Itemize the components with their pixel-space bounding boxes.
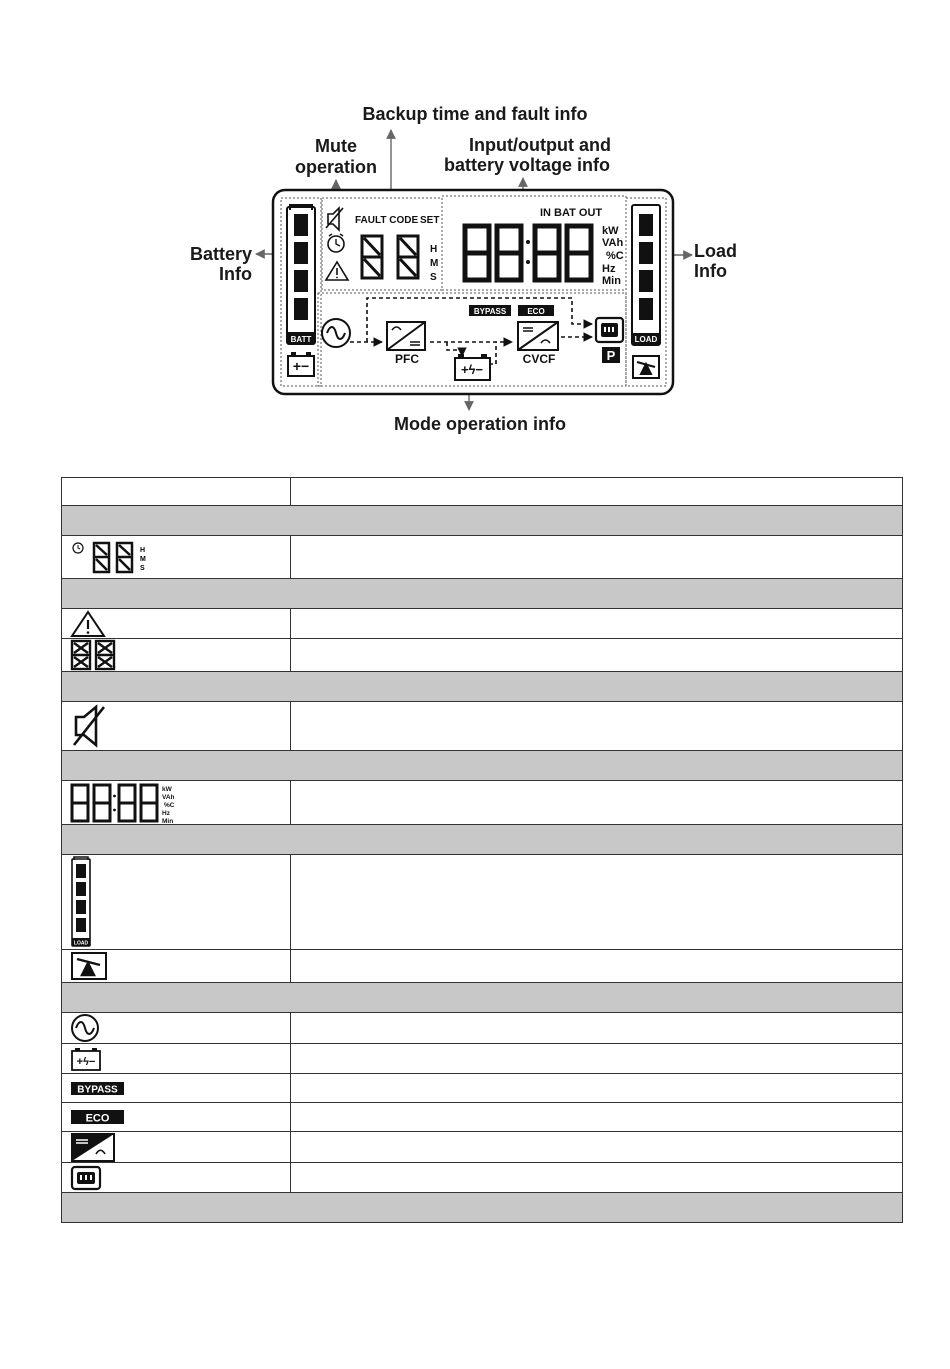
icon-cell [62,1163,291,1193]
icon-cell [62,855,291,950]
battery-icon [70,1046,104,1072]
batt-label: BATT [290,335,312,344]
icon-cell [62,1132,291,1163]
callout-mute-line2: operation [294,157,378,177]
value-digits-icon [70,782,185,824]
callout-load-line1: Load [694,241,737,261]
svg-text:VAh: VAh [162,793,175,801]
table-row [62,702,903,751]
section-row [62,983,903,1013]
section-cell [62,983,903,1013]
description-cell [291,1163,903,1193]
warning-icon [70,610,110,638]
svg-text:LOAD: LOAD [73,940,89,947]
fault-code-label: FAULT CODE [355,215,419,226]
svg-text:S: S [140,565,145,572]
callout-battery-line2: Info [219,264,252,284]
description-cell [291,1044,903,1074]
icon-cell [62,536,291,579]
description-cell [291,1103,903,1132]
section-row [62,751,903,781]
callout-io-line1: Input/output and [469,135,611,155]
p-lcd-label: P [606,348,616,363]
icon-cell [62,1013,291,1044]
hms-s: S [430,272,437,283]
unit-vah: VAh [602,237,624,249]
icon-cell [62,781,291,825]
section-row [62,579,903,609]
pfc-label: PFC [395,352,419,366]
header-row [62,478,903,506]
section-cell [62,672,903,702]
set-label: SET [420,215,440,226]
icon-cell [62,478,291,506]
hms-m: M [430,258,439,269]
fault-code-digits-icon [70,639,130,671]
description-cell [291,855,903,950]
callout-mode: Mode operation info [394,414,566,434]
section-cell [62,1193,903,1223]
description-cell [291,1074,903,1103]
table-row [62,1074,903,1103]
svg-text:+ϟ−: +ϟ− [460,362,484,377]
table-row [62,536,903,579]
icon-cell [62,1074,291,1103]
table-row [62,1132,903,1163]
callout-backup-time: Backup time and fault info [362,104,588,124]
table-row [62,1013,903,1044]
icon-cell [62,639,291,672]
description-cell [291,702,903,751]
svg-text:H: H [140,547,146,554]
unit-min: Min [602,275,621,287]
lcd-icon-table [61,477,903,1223]
unit-kw: kW [602,225,619,237]
callout-battery-line1: Battery [189,244,252,264]
overload-icon [70,951,110,981]
table-row [62,1103,903,1132]
table-row [62,781,903,825]
bypass-lcd-label: BYPASS [473,307,507,316]
icon-cell [62,702,291,751]
icon-cell [62,609,291,639]
inverter-icon [70,1132,118,1162]
description-cell [291,609,903,639]
hms-h: H [430,244,438,255]
timer-digits-icon [70,538,170,576]
table-row [62,1163,903,1193]
description-cell [291,1132,903,1163]
description-cell [291,950,903,983]
bypass-badge-icon [70,1080,126,1096]
table-row [62,950,903,983]
in-bat-out-label: IN BAT OUT [540,207,603,219]
outlet-icon [70,1165,102,1191]
callout-io-line2: battery voltage info [443,155,611,175]
callout-mute-line1: Mute [315,136,357,156]
icon-cell [62,1103,291,1132]
svg-text:BYPASS: BYPASS [77,1084,118,1096]
callout-load-line2: Info [694,261,727,281]
lcd-panel-diagram [0,0,950,460]
section-cell [62,751,903,781]
section-row [62,506,903,536]
svg-text:Hz: Hz [162,809,170,817]
unit-hz: Hz [602,263,616,275]
section-cell [62,579,903,609]
section-cell [62,825,903,855]
icon-cell [62,1044,291,1074]
mute-icon [70,703,110,749]
svg-text:ECO: ECO [85,1112,110,1125]
description-cell [291,1013,903,1044]
svg-text:+−: +− [292,358,310,374]
svg-text:%C: %C [164,801,175,809]
description-cell [291,639,903,672]
description-cell [291,781,903,825]
table-row [62,639,903,672]
load-level-icon [70,856,94,948]
table-row [62,609,903,639]
unit-pc: %C [606,250,624,262]
load-label: LOAD [634,335,658,344]
description-cell [291,536,903,579]
section-row [62,825,903,855]
description-cell [291,478,903,506]
icon-cell [62,950,291,983]
table-row [62,1044,903,1074]
svg-text:Min: Min [162,817,174,824]
ac-input-icon [70,1013,104,1043]
section-row [62,672,903,702]
table-row [62,855,903,950]
svg-text:M: M [140,556,146,563]
eco-lcd-label: ECO [527,307,545,316]
cvcf-label: CVCF [522,352,556,366]
eco-badge-icon [70,1108,126,1126]
section-cell [62,506,903,536]
section-row [62,1193,903,1223]
svg-text:+ϟ−: +ϟ− [76,1055,96,1068]
svg-text:kW: kW [162,785,172,793]
